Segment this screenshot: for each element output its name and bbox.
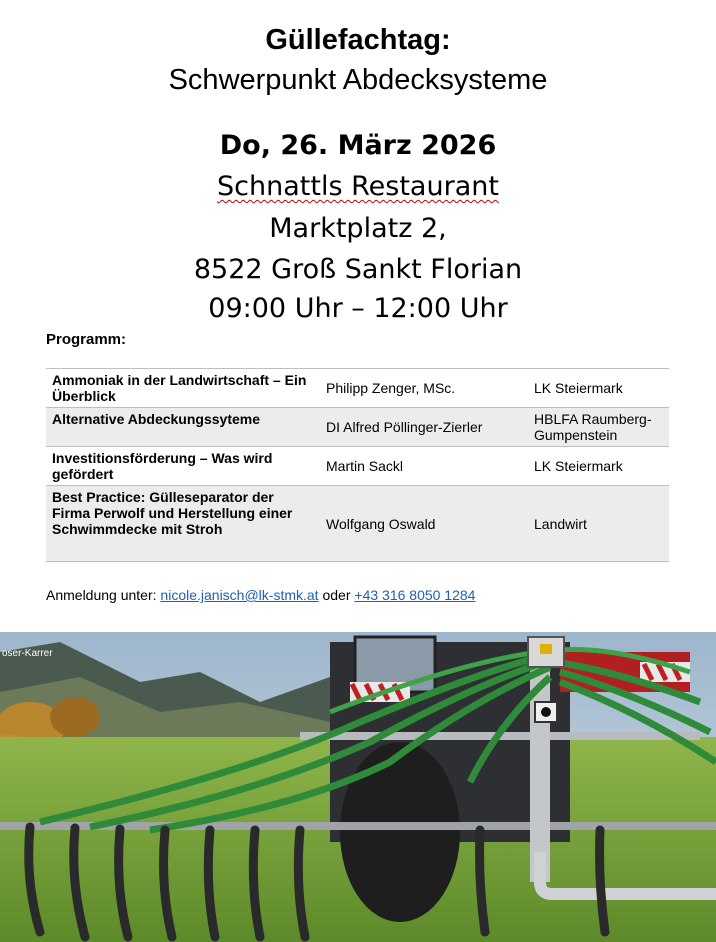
table-row xyxy=(46,447,669,486)
event-venue xyxy=(0,167,716,207)
program-label: Programm: xyxy=(46,331,127,348)
registration-connector: oder xyxy=(322,587,351,603)
program-org: HBLFA Raumberg-Gumpenstein xyxy=(534,411,652,443)
event-time: 09:00 Uhr – 12:00 Uhr xyxy=(208,293,508,324)
phone-link[interactable]: +43 316 8050 1284 xyxy=(354,587,476,603)
program-speaker: Martin Sackl xyxy=(326,458,404,474)
venue-text: Schnattls Restaurant xyxy=(217,171,499,202)
email-link[interactable]: nicole.janisch@lk-stmk.at xyxy=(160,587,319,603)
event-title: Güllefachtag: xyxy=(265,24,451,56)
photo-illustration xyxy=(0,632,716,942)
program-topic: Best Practice: Gülleseparator der Firma Perwolf und Herstellung einer Schwimmdecke mit Stroh xyxy=(52,489,293,537)
program-org: LK Steiermark xyxy=(534,458,623,474)
registration-prefix: Anmeldung unter: xyxy=(46,587,157,603)
program-topic: Alternative Abdeckungssyteme xyxy=(52,411,260,427)
program-speaker: DI Alfred Pöllinger-Zierler xyxy=(326,419,483,435)
program-topic: Ammoniak in der Landwirtschaft – Ein Überblick xyxy=(52,372,307,404)
event-date: Do, 26. März 2026 xyxy=(219,130,497,161)
table-row xyxy=(46,486,669,562)
table-row xyxy=(46,408,669,447)
program-speaker: Wolfgang Oswald xyxy=(326,515,436,532)
program-topic: Investitionsförderung – Was wird gefördert xyxy=(52,450,273,482)
registration-line xyxy=(46,587,475,603)
program-table xyxy=(46,368,669,562)
table-row xyxy=(46,369,669,408)
slurry-spreader-photo xyxy=(0,632,716,942)
event-city: 8522 Groß Sankt Florian xyxy=(193,254,523,285)
event-subtitle: Schwerpunkt Abdecksysteme xyxy=(168,64,548,96)
program-speaker: Philipp Zenger, MSc. xyxy=(326,380,456,396)
photo-credit: oser-Karrer xyxy=(2,648,53,659)
event-street: Marktplatz 2, xyxy=(269,213,447,244)
program-org: Landwirt xyxy=(534,515,587,532)
program-org: LK Steiermark xyxy=(534,380,623,396)
